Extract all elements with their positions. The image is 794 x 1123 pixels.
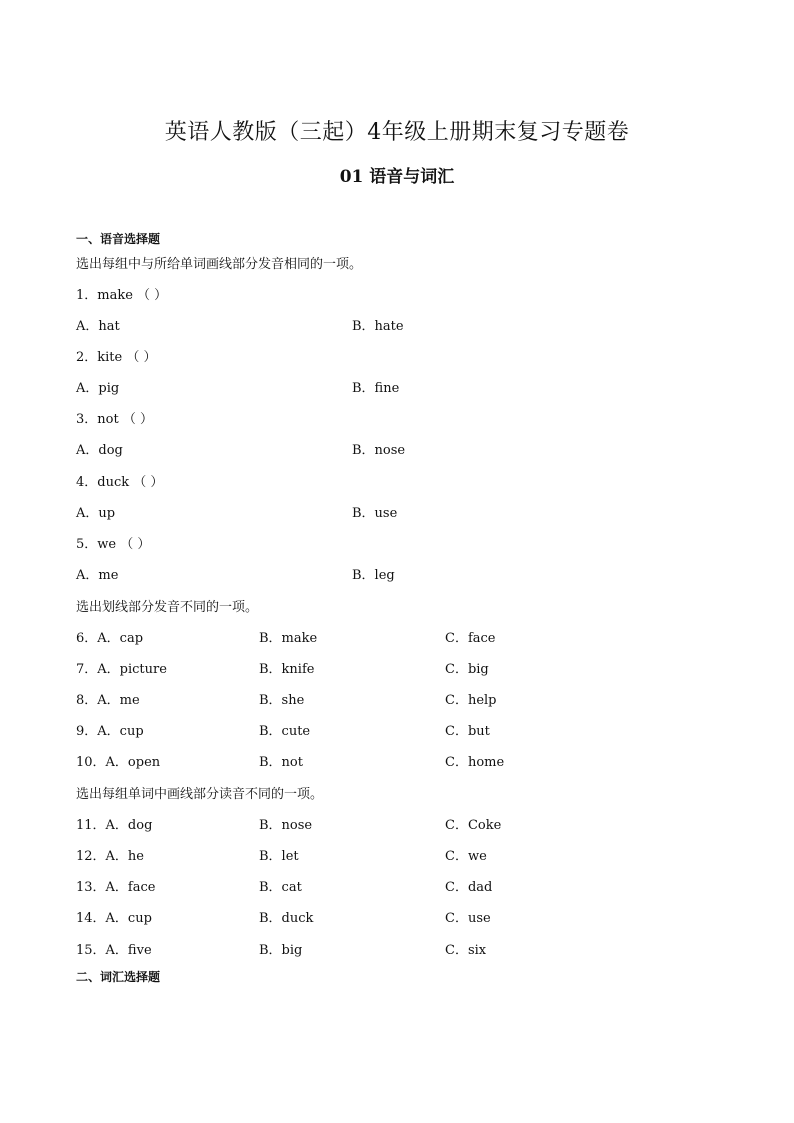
question-1-option-a: A．hat [76,319,120,334]
question-10-option-b: B．not [259,755,303,770]
question-3-stem: 3．not （ ） [76,412,153,427]
question-13-option-a: 13．A．face [76,880,156,895]
question-11-option-a: 11．A．dog [76,818,153,833]
instruction-1: 选出每组中与所给单词画线部分发音相同的一项。 [76,257,363,272]
question-13-option-c: C．dad [445,880,493,895]
question-5-option-a: A．me [76,568,119,583]
question-10-option-a: 10．A．open [76,755,161,770]
question-11-option-c: C．Coke [445,818,502,833]
question-12-option-a: 12．A．he [76,849,144,864]
question-12-option-b: B．let [259,849,299,864]
question-7-option-a: 7．A．picture [76,662,167,677]
question-3-option-b: B．nose [352,443,406,458]
question-13-option-b: B．cat [259,880,302,895]
question-15-option-c: C．six [445,943,487,958]
question-11-option-b: B．nose [259,818,313,833]
question-10-option-c: C．home [445,755,505,770]
question-9-option-a: 9．A．cup [76,724,144,739]
question-2-option-a: A．pig [76,381,120,396]
question-4-option-b: B．use [352,506,398,521]
instruction-3: 选出每组单词中画线部分读音不同的一项。 [76,787,324,802]
question-5-stem: 5．we （ ） [76,537,151,552]
instruction-2: 选出划线部分发音不同的一项。 [76,600,259,615]
question-4-option-a: A．up [76,506,116,521]
section1-heading: 一、语音选择题 [76,232,161,246]
question-6-option-a: 6．A．cap [76,631,144,646]
question-3-option-a: A．dog [76,443,123,458]
question-15-option-a: 15．A．five [76,943,152,958]
question-6-option-b: B．make [259,631,318,646]
page-subtitle: 01 语音与词汇 [339,167,455,187]
question-8-option-b: B．she [259,693,305,708]
question-4-stem: 4．duck （ ） [76,475,164,490]
question-14-option-b: B．duck [259,911,314,926]
page-title: 英语人教版（三起）4年级上册期末复习专题卷 [164,120,630,145]
question-2-option-b: B．fine [352,381,400,396]
question-9-option-b: B．cute [259,724,311,739]
section2-heading: 二、词汇选择题 [76,970,161,984]
question-9-option-c: C．but [445,724,490,739]
question-1-stem: 1．make （ ） [76,288,168,303]
question-1-option-b: B．hate [352,319,404,334]
question-8-option-c: C．help [445,693,497,708]
question-5-option-b: B．leg [352,568,395,583]
question-8-option-a: 8．A．me [76,693,140,708]
question-15-option-b: B．big [259,943,303,958]
question-2-stem: 2．kite （ ） [76,350,157,365]
question-14-option-c: C．use [445,911,491,926]
question-12-option-c: C．we [445,849,487,864]
question-6-option-c: C．face [445,631,496,646]
question-14-option-a: 14．A．cup [76,911,152,926]
question-7-option-c: C．big [445,662,489,677]
question-7-option-b: B．knife [259,662,315,677]
